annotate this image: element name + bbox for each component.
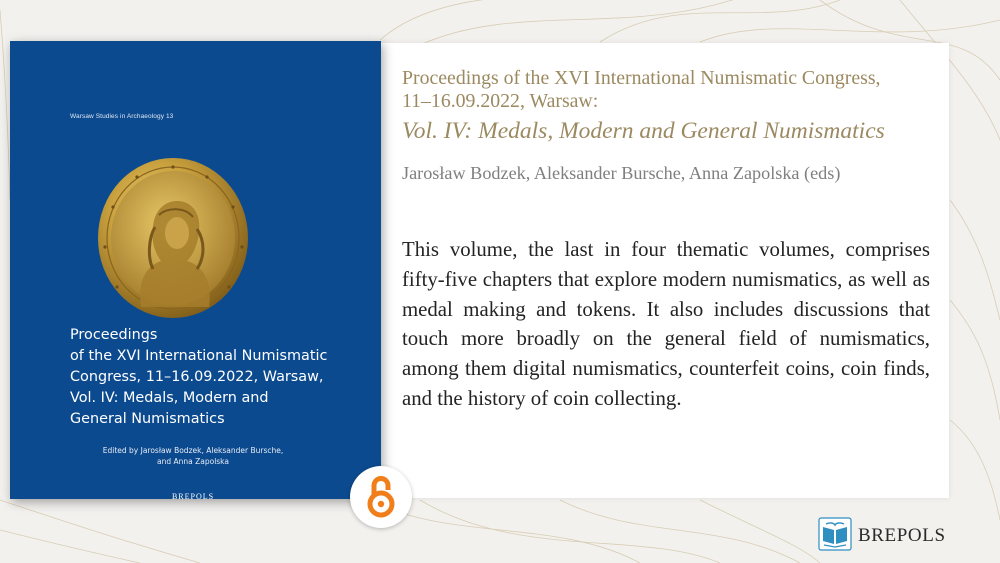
book-title-line: 11–16.09.2022, Warsaw: (402, 90, 599, 112)
cover-title-line: Congress, 11–16.09.2022, Warsaw, (70, 369, 324, 385)
description: This volume, the last in four thematic volumes, comprises fifty-five chapters that explore modern numismatics, as well as medal making and tokens. It also includes discussions that touch more broadly on the general field of numismatics, among them digital numismatics, counterfeit coins, coin finds, and the history of coin collecting. (402, 238, 930, 410)
gold-medal-image (97, 157, 249, 319)
book-title (402, 67, 942, 113)
cover-editors (70, 445, 316, 467)
brepols-name: BREPOLS (858, 525, 946, 546)
cover-series-label: Warsaw Studies in Archaeology 13 (70, 113, 174, 120)
cover-editors-line: Edited by Jarosław Bodzek, Aleksander Bursche, (102, 446, 284, 455)
editors: Jarosław Bodzek, Aleksander Bursche, Anna Zapolska (eds) (402, 163, 841, 183)
cover-publisher: BREPOLS (171, 492, 215, 501)
cover-title-line: Vol. IV: Medals, Modern and (70, 390, 269, 406)
open-access-badge[interactable] (350, 466, 412, 528)
open-access-icon (350, 466, 412, 528)
brepols-book-icon (818, 517, 852, 551)
cover-editors-line: and Anna Zapolska (157, 457, 229, 466)
cover-title-line: General Numismatics (70, 411, 225, 427)
cover-title-line: Proceedings (70, 327, 158, 343)
book-title-line: Proceedings of the XVI International Numismatic Congress, (402, 67, 881, 89)
brepols-logo[interactable] (818, 517, 948, 551)
cover-title-line: of the XVI International Numismatic (70, 348, 328, 364)
book-cover[interactable] (10, 41, 381, 499)
volume-title: Vol. IV: Medals, Modern and General Numismatics (402, 118, 885, 144)
cover-title (70, 325, 370, 430)
